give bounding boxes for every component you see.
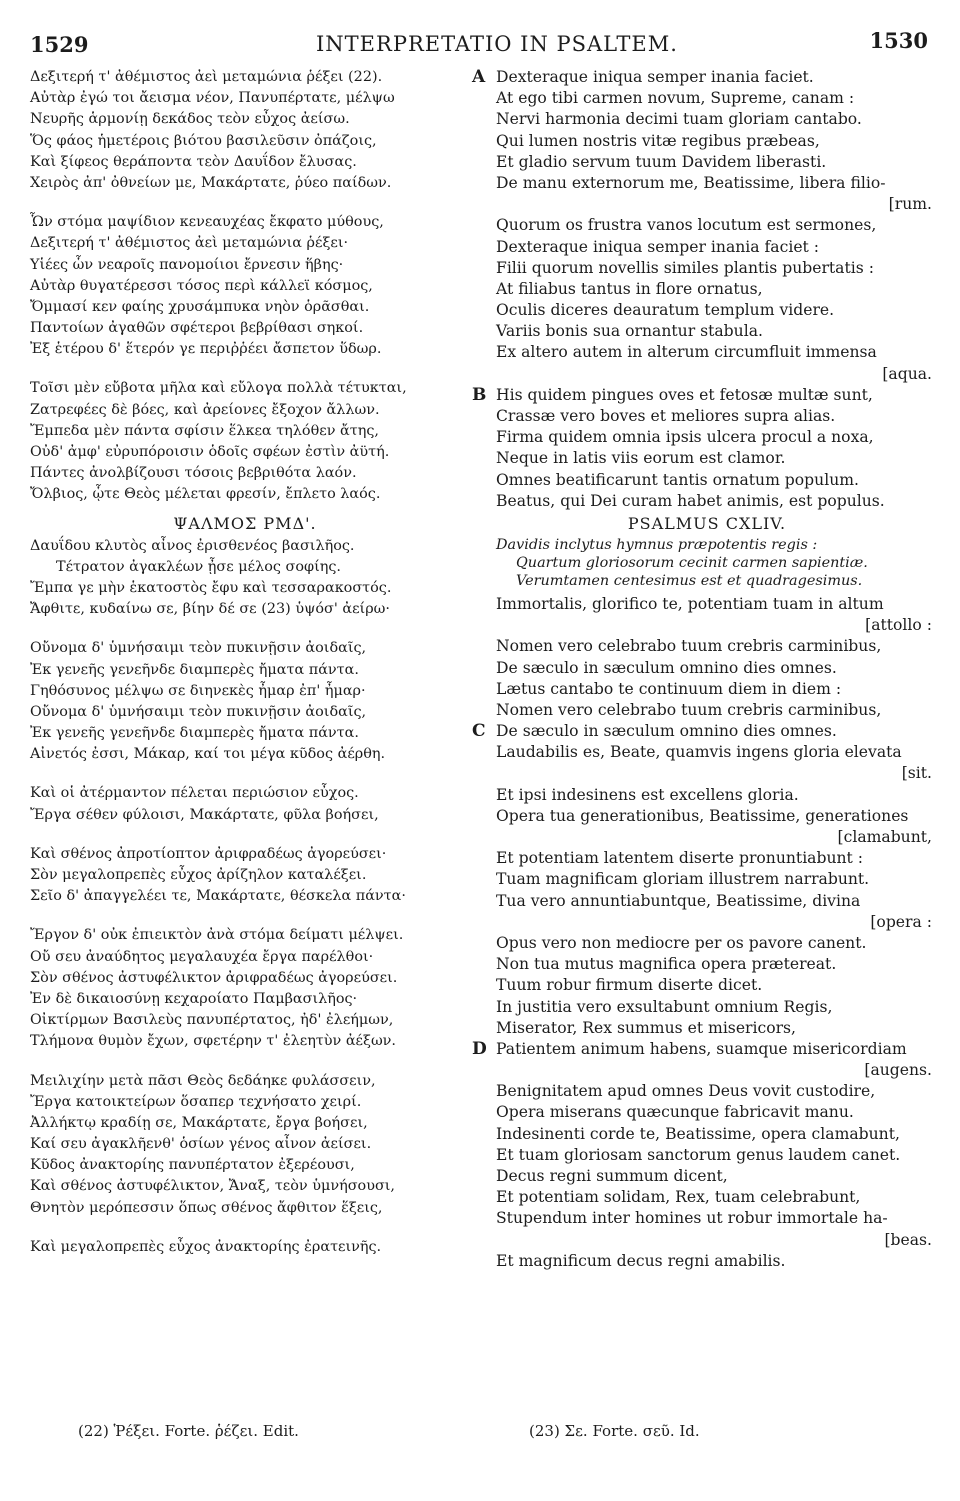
- verse-line: At ego tibi carmen novum, Supreme, canam :: [496, 89, 855, 108]
- verse-line: Ἄφθιτε, κυδαίνω σε, βίην δέ σε (23) ὑψόσ' ἀείρω·: [30, 601, 390, 618]
- verse-line: Οἰκτίρμων Βασιλεὺς πανυπέρτατος, ἠδ' ἐλεήμων,: [30, 1012, 394, 1029]
- verse-line: Qui lumen nostris vitæ regibus præbeas,: [496, 131, 820, 150]
- verse-line: Οὔνομα δ' ὑμνήσαιμι τεὸν πυκινῇσιν ἀοιδαῖς,: [30, 640, 367, 657]
- verse-line: Firma quidem omnia ipsis ulcera procul a noxa,: [496, 428, 874, 447]
- verse-line: Et potentiam solidam, Rex, tuam celebrabunt,: [496, 1188, 861, 1207]
- page-header: [0, 26, 960, 66]
- verse-line: Θνητὸν μερόπεσσιν ὅπως σθένος ἄφθιτον ἕξεις,: [30, 1199, 383, 1216]
- verse-line: Αὐτὰρ ἐγώ τοι ἄεισμα νέον, Πανυπέρτατε, μέλψω: [30, 90, 395, 107]
- verse-line: Immortalis, glorifico te, potentiam tuam in altum: [496, 594, 884, 613]
- verse-line: De manu externorum me, Beatissime, libera filio-: [496, 173, 886, 192]
- verse-line: Ἐκ γενεῆς γενεῆνδε διαμπερὲς ἤματα πάντα.: [30, 661, 359, 678]
- verse-line: Καί σευ ἀγακλῆενθ' ὁσίων γένος αἶνον ἀείσει.: [30, 1136, 372, 1153]
- latin-column: [472, 67, 942, 1272]
- verse-line: Dexteraque iniqua semper inania faciet :: [496, 237, 820, 256]
- verse-line: Et magnificum decus regni amabilis.: [496, 1251, 786, 1270]
- verse-line: Quartum gloriosorum cecinit carmen sapientiæ.: [516, 554, 868, 571]
- verse-line: Nomen vero celebrabo tuum crebris carminibus,: [496, 700, 882, 719]
- section-marker: C: [472, 721, 486, 742]
- verse-line: Σὸν μεγαλοπρεπὲς εὖχος ἀρίζηλον καταλέξει.: [30, 867, 367, 883]
- verse-line: Neque in latis viis eorum est clamor.: [496, 449, 786, 468]
- verse-line: Κῦδος ἀνακτορίης πανυπέρτατον ἐξερέουσι,: [30, 1157, 355, 1174]
- verse-line: Ὄλβιος, ᾧτε Θεὸς μέλεται φρεσίν, ἔπλετο λαός.: [30, 486, 381, 503]
- verse-line: Ζατρεφέες δὲ βόες, καὶ ἀρείονες ἔξοχον ἄλλων.: [30, 401, 380, 418]
- verse-line: Ὧν στόμα μαψίδιον κενεαυχέας ἔκφατο μύθους,: [30, 214, 384, 231]
- greek-column: [30, 67, 460, 1276]
- verse-line: Ὄμμασί κεν φαίης χρυσάμπυκα νηὸν ὁρᾶσθαι.: [30, 298, 370, 315]
- verse-line: Et tuam gloriosam sanctorum genus laudem canet.: [496, 1145, 901, 1164]
- verse-line: Oculis diceres deauratum templum videre.: [496, 301, 835, 320]
- greek-stanza: [30, 212, 460, 360]
- verse-line: Ἔργα κατοικτείρων ὅσαπερ τεχνήσατο χειρί.: [30, 1093, 362, 1110]
- greek-stanza: [30, 378, 460, 505]
- verse-line: In justitia vero exsultabunt omnium Regis,: [496, 997, 833, 1016]
- verse-line: [attollo :: [865, 616, 932, 635]
- verse-line: Ἐξ ἑτέρου δ' ἕτερόν γε περιῤῥέει ἄσπετον ὕδωρ.: [30, 341, 382, 358]
- section-marker: A: [472, 67, 486, 87]
- page-number-right: 1530: [869, 28, 928, 53]
- verse-line: Nomen vero celebrabo tuum crebris carminibus,: [496, 637, 882, 656]
- verse-line: [aqua.: [882, 364, 932, 383]
- verse-line: Omnes beatificarunt tantis ornatum populum.: [496, 470, 859, 489]
- verse-line: Καὶ σθένος ἀπροτίοπτον ἀριφραδέως ἀγορεύσει·: [30, 845, 387, 862]
- verse-line: Τλήμονα θυμὸν ἔχων, σφετέρην τ' ἐλεητὺν ἀέξων.: [30, 1033, 396, 1050]
- verse-line: Nervi harmonia decimi tuam gloriam cantabo.: [496, 110, 862, 129]
- verse-line: Stupendum inter homines ut robur immortale ha-: [496, 1209, 888, 1228]
- verse-line: Ἀλλήκτῳ κραδίῃ σε, Μακάρτατε, ἔργα βοήσει,: [30, 1114, 368, 1131]
- verse-line: Et gladio servum tuum Davidem liberasti.: [496, 152, 827, 171]
- verse-line: [augens.: [864, 1061, 932, 1080]
- verse-line: His quidem pingues oves et fetosæ multæ sunt, B: [472, 384, 873, 405]
- greek-stanza: [30, 67, 460, 194]
- greek-stanza: [30, 638, 460, 765]
- verse-line: Tua vero annuntiabuntque, Beatissime, divina: [496, 891, 861, 910]
- verse-line: Οὔνομα δ' ὑμνήσαιμι τεὸν πυκινῇσιν ἀοιδαῖς,: [30, 703, 367, 720]
- verse-line: Verumtamen centesimus est et quadragesimus.: [516, 572, 863, 589]
- greek-psalm-heading: ΨΑΛΜΟΣ ΡΜΔ'.: [173, 513, 317, 533]
- latin-block: [472, 67, 942, 385]
- greek-stanza: [30, 783, 460, 825]
- verse-line: Crassæ vero boves et meliores supra alias.: [496, 407, 836, 425]
- verse-line: Νευρῆς ἁρμονίῃ δεκάδος τεὸν εὖχος ἀείσω.: [30, 111, 350, 128]
- verse-line: Decus regni summum dicent,: [496, 1167, 728, 1185]
- verse-line: Variis bonis sua ornantur stabula.: [496, 322, 763, 341]
- greek-intro: [30, 536, 460, 621]
- verse-line: Tuum robur firmum diserte dicet.: [496, 976, 763, 995]
- verse-line: Ἐν δὲ δικαιοσύνῃ κεχαροίατο Παμβασιλῆος·: [30, 990, 358, 1007]
- verse-line: Χειρὸς ἀπ' ὀθνείων με, Μακάρτατε, ῥύεο παίδων.: [30, 174, 392, 191]
- verse-line: Δαυΐδου κλυτὸς αἶνος ἐρισθενέος βασιλῆος.: [30, 537, 355, 554]
- verse-line: Beatus, qui Dei curam habet animis, est populus.: [496, 491, 885, 510]
- footnote-right: (23) Σε. Forte. σεῦ. Id.: [529, 1422, 700, 1440]
- verse-line: Et potentiam latentem diserte pronuntiabunt :: [496, 849, 864, 868]
- verse-line: Σὸν σθένος ἀστυφέλικτον ἀριφραδέως ἀγορεύσει.: [30, 969, 398, 986]
- verse-line: Davidis inclytus hymnus præpotentis regis :: [496, 536, 818, 553]
- verse-line: Et ipsi indesinens est excellens gloria.: [496, 785, 799, 804]
- verse-line: Ἔργα σέθεν φύλοισι, Μακάρτατε, φῦλα βοήσει,: [30, 806, 379, 823]
- verse-line: [rum.: [888, 195, 932, 214]
- verse-line: Patientem animum habens, suamque misericordiam D: [472, 1038, 907, 1059]
- verse-line: Σεῖο δ' ἀπαγγελέει τε, Μακάρτατε, θέσκελα πάντα·: [30, 888, 406, 905]
- verse-line: Ἐκ γενεῆς γενεῆνδε διαμπερὲς ἤματα πάντα.: [30, 725, 359, 742]
- greek-stanza: [30, 1071, 460, 1219]
- verse-line: Ἔμπα γε μὴν ἑκατοστὸς ἔφυ καὶ τεσσαρακοστός.: [30, 579, 392, 596]
- verse-line: [sit.: [901, 764, 932, 783]
- latin-block: [472, 385, 942, 512]
- verse-line: Γηθόσυνος μέλψω σε διηνεκὲς ἦμαρ ἐπ' ἦμαρ·: [30, 682, 366, 699]
- verse-line: Υἱέες ὧν νεαροῖς πανομοίιοι ἔρνεσιν ἥβης·: [30, 256, 344, 273]
- verse-line: Ἔμπεδα μὲν πάντα σφίσιν ἕλκεα τηλόθεν ἄτης,: [30, 422, 379, 439]
- verse-line: De sæculo in sæculum omnino dies omnes. C: [472, 721, 837, 742]
- verse-line: Δεξιτερή τ' ἀθέμιστος ἀεὶ μεταμώνια ῥέξει·: [30, 235, 349, 252]
- verse-line: Benignitatem apud omnes Deus vovit custodire,: [496, 1082, 876, 1101]
- verse-line: Πάντες ἀνολβίζουσι τόσοις βεβριθότα λαόν.: [30, 465, 357, 482]
- verse-line: At filiabus tantus in flore ornatus,: [496, 279, 763, 298]
- verse-line: Opera tua generationibus, Beatissime, generationes: [496, 806, 909, 825]
- verse-line: [beas.: [884, 1230, 932, 1249]
- page-number-left: 1529: [30, 32, 89, 57]
- verse-line: Τοῖσι μὲν εὔβοτα μῆλα καὶ εὔλογα πολλὰ τέτυκται,: [30, 380, 407, 397]
- verse-line: Miserator, Rex summus et misericors,: [496, 1018, 797, 1037]
- verse-line: Μειλιχίην μετὰ πᾶσι Θεὸς δεδάηκε φυλάσσειν,: [30, 1072, 376, 1089]
- verse-line: Καὶ σθένος ἀστυφέλικτον, Ἄναξ, τεὸν ὑμνήσουσι,: [30, 1178, 395, 1195]
- latin-intro: [472, 536, 942, 590]
- verse-line: De sæculo in sæculum omnino dies omnes.: [496, 658, 837, 677]
- verse-line: Ex altero autem in alterum circumfluit immensa: [496, 343, 877, 362]
- section-marker: D: [472, 1038, 487, 1059]
- verse-line: [clamabunt,: [837, 828, 932, 846]
- verse-line: [opera :: [870, 912, 932, 931]
- verse-line: Indesinenti corde te, Beatissime, opera clamabunt,: [496, 1124, 900, 1143]
- verse-line: Αἰνετός ἐσσι, Μάκαρ, καί τοι μέγα κῦδος ἀέρθη.: [30, 746, 386, 763]
- verse-line: Laudabilis es, Beate, quamvis ingens gloria elevata: [496, 743, 902, 762]
- verse-line: Lætus cantabo te continuum diem in diem :: [496, 679, 842, 698]
- greek-stanza: [30, 1237, 460, 1258]
- verse-line: Οὔ σευ ἀναύδητος μεγαλαυχέα ἔργα παρέλθοι·: [30, 948, 374, 965]
- verse-line: Opera miserans quæcunque fabricavit manu.: [496, 1103, 854, 1122]
- verse-line: Αὐτὰρ θυγατέρεσσι τόσος περὶ κάλλεϊ κόσμος,: [30, 277, 373, 294]
- section-marker: B: [472, 384, 487, 405]
- running-title: INTERPRETATIO IN PSALTEM.: [316, 32, 678, 56]
- verse-line: Παντοίων ἀγαθῶν σφέτεροι βεβρίθασι σηκοί.: [30, 320, 364, 337]
- footnote-left: (22) Ῥέξει. Forte. ῥέζει. Edit.: [78, 1422, 299, 1440]
- verse-line: Quorum os frustra vanos locutum est sermones,: [496, 216, 877, 235]
- verse-line: Tuam magnificam gloriam illustrem narrabunt.: [496, 870, 870, 889]
- verse-line: Dexteraque iniqua semper inania faciet. A: [472, 67, 814, 87]
- latin-block: [472, 594, 942, 1272]
- verse-line: Ἔργον δ' οὐκ ἐπιεικτὸν ἀνὰ στόμα δείματι μέλψει.: [30, 927, 404, 944]
- verse-line: Καὶ μεγαλοπρεπὲς εὖχος ἀνακτορίης ἐρατεινῆς.: [30, 1238, 382, 1255]
- verse-line: Οὐδ' ἀμφ' εὐρυπόροισιν ὁδοῖς σφέων ἐστὶν ἀϋτή.: [30, 444, 390, 460]
- verse-line: Opus vero non mediocre per os pavore canent.: [496, 933, 867, 952]
- verse-line: Δεξιτερή τ' ἀθέμιστος ἀεὶ μεταμώνια ῥέξει (22).: [30, 69, 383, 85]
- greek-stanza: [30, 925, 460, 1052]
- verse-line: Ὅς φάος ἡμετέροις βιότου βασιλεῦσιν ὀπάζοις,: [30, 132, 377, 149]
- verse-line: Καὶ οἱ ἀτέρμαντον πέλεται περιώσιον εὖχος.: [30, 785, 359, 802]
- greek-stanza: [30, 844, 460, 908]
- verse-line: Filii quorum novellis similes plantis pubertatis :: [496, 258, 874, 277]
- verse-line: Τέτρατον ἀγακλέων ᾖσε μέλος σοφίης.: [56, 558, 341, 575]
- latin-psalm-heading: PSALMUS CXLIV.: [627, 513, 787, 533]
- verse-line: Non tua mutus magnifica opera prætereat.: [496, 955, 837, 974]
- verse-line: Καὶ ξίφεος θεράποντα τεὸν Δαυΐδον ἔλυσας.: [30, 153, 357, 170]
